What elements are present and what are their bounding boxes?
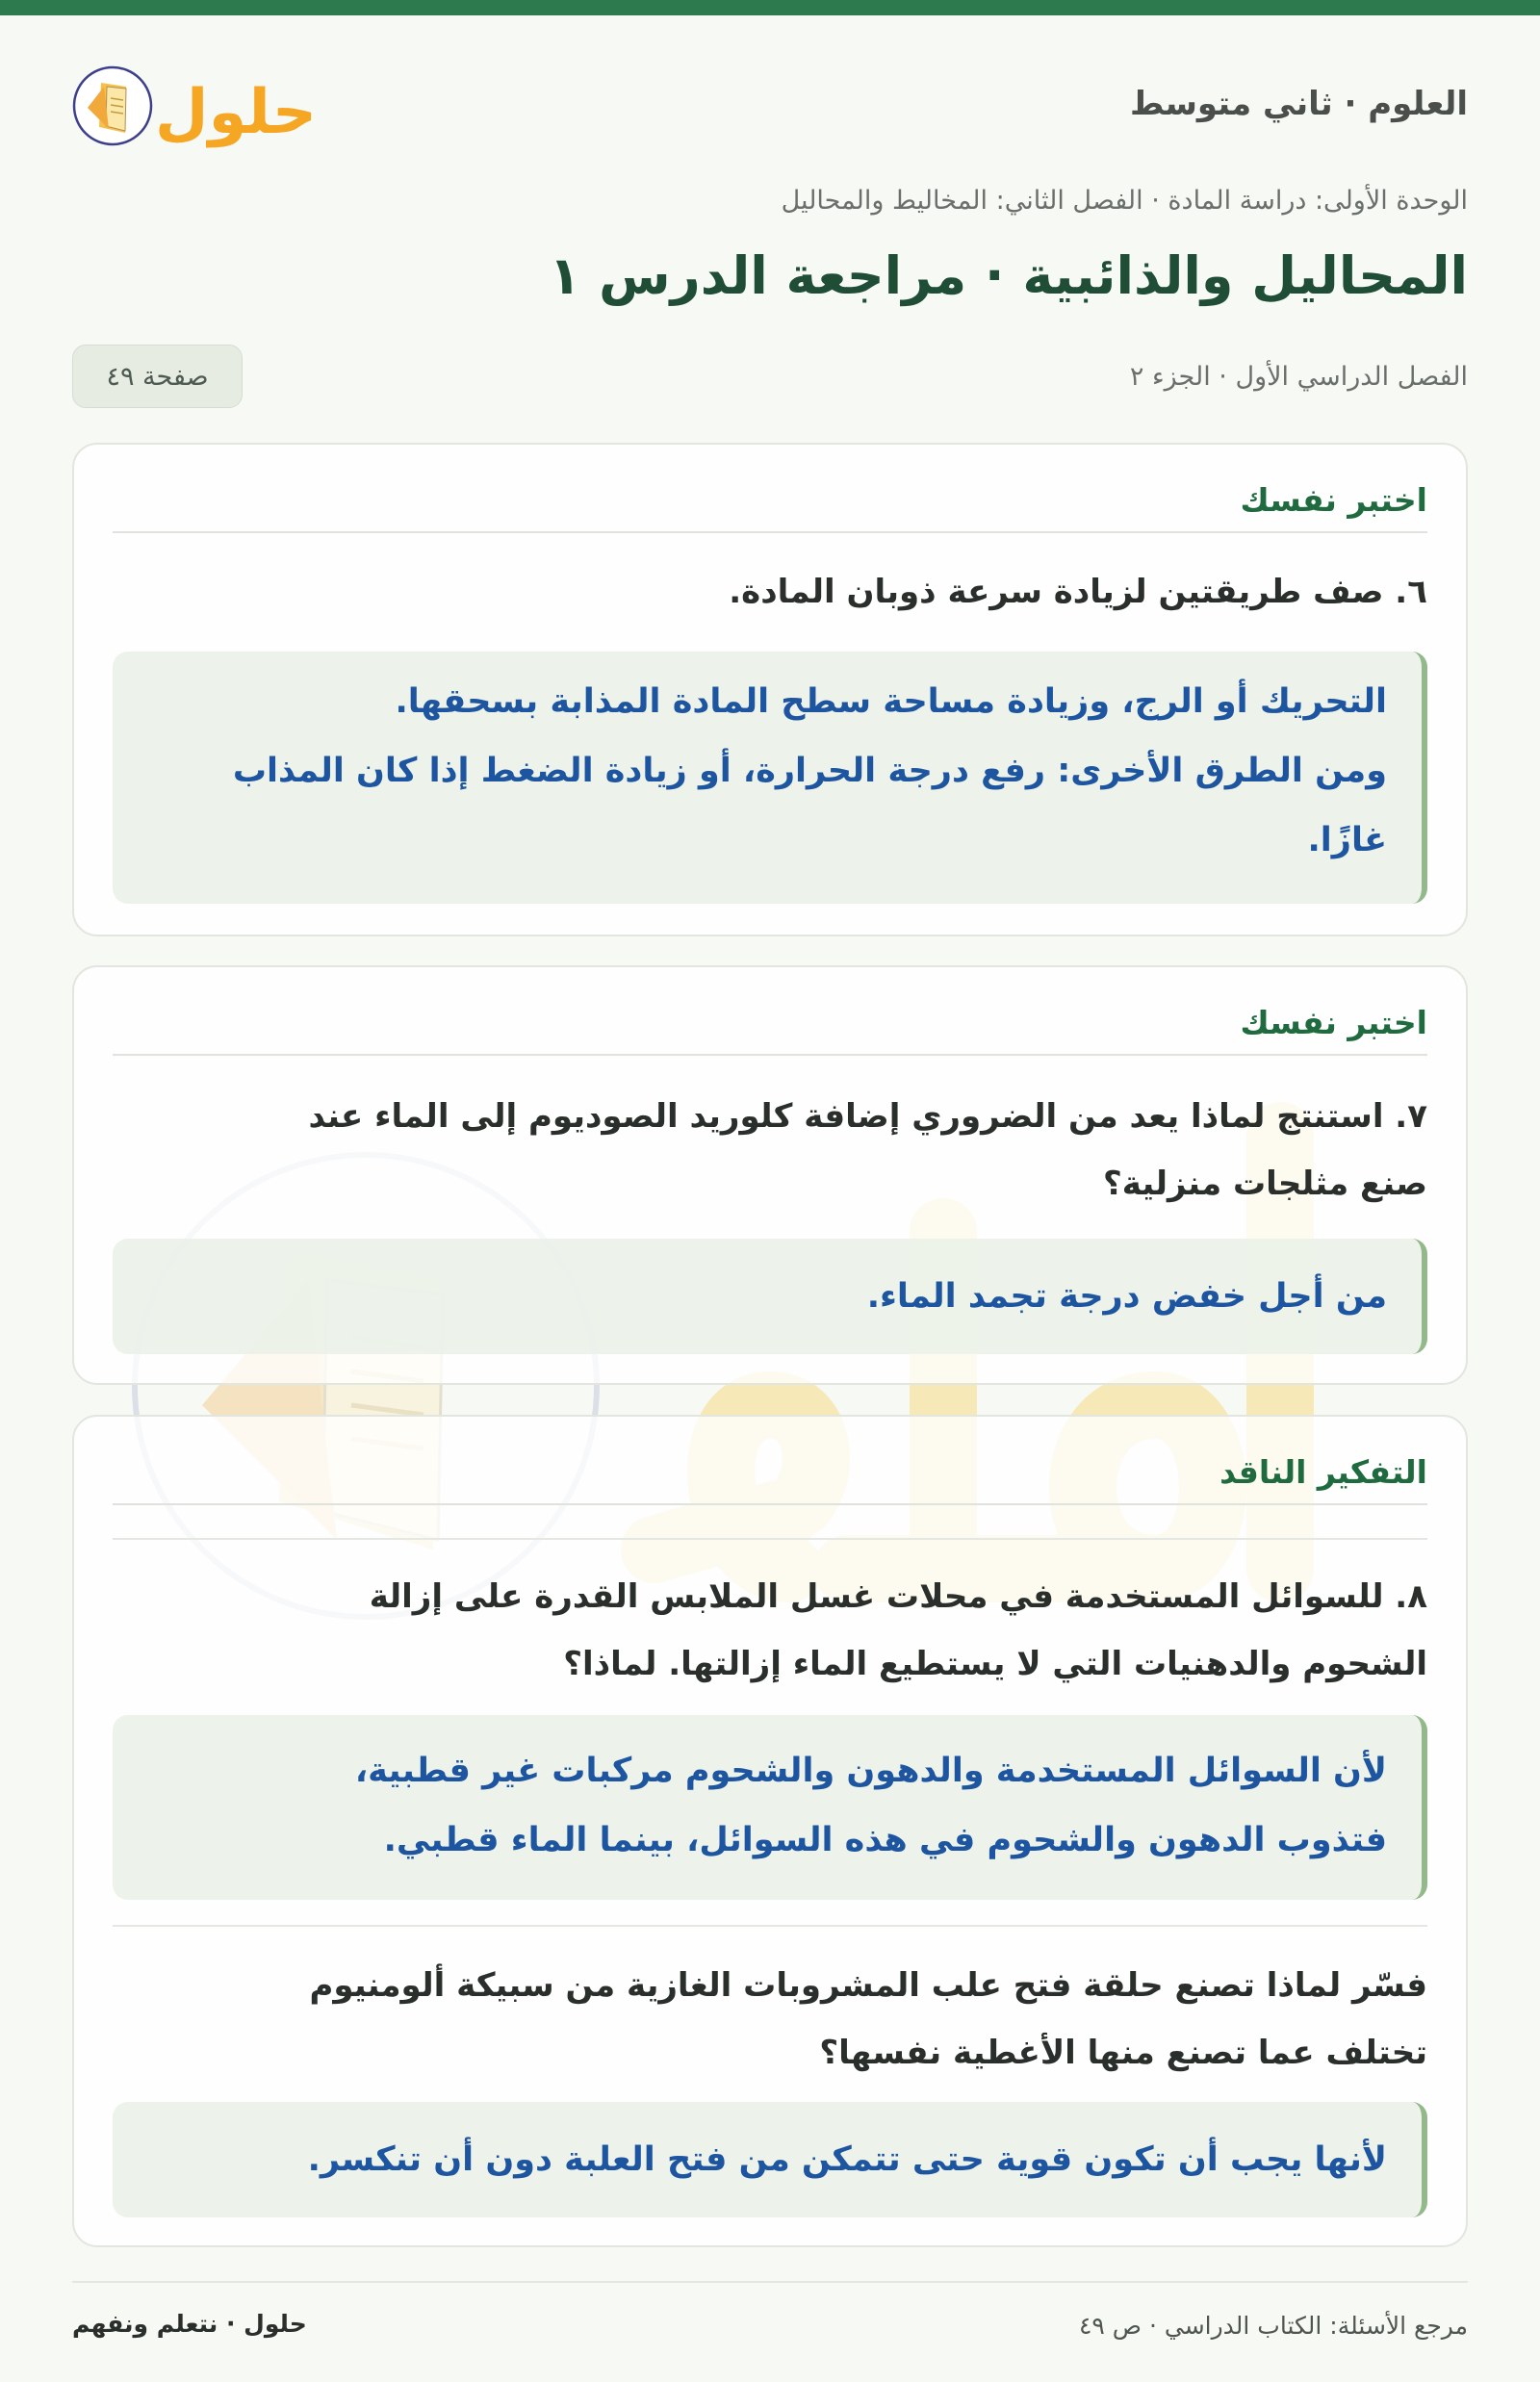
header bbox=[72, 58, 1468, 154]
question-line: ٧. استنتج لماذا يعد من الضروري إضافة كلوريد الصوديوم إلى الماء عند bbox=[308, 1097, 1427, 1136]
footer-reference: مرجع الأسئلة: الكتاب الدراسي · ص ٤٩ bbox=[1078, 2312, 1468, 2340]
answer-line: لأنها يجب أن تكون قوية حتى تتمكن من فتح العلبة دون أن تنكسر. bbox=[307, 2140, 1387, 2179]
answer-line: لأن السوائل المستخدمة والدهون والشحوم مركبات غير قطبية، bbox=[354, 1752, 1387, 1790]
critical-thinking-card bbox=[72, 1415, 1468, 2247]
answer-box bbox=[113, 1715, 1427, 1900]
section-title: التفكير الناقد bbox=[1219, 1453, 1427, 1491]
logo-text: حلول bbox=[155, 77, 317, 148]
card-header bbox=[113, 1417, 1427, 1505]
question-line: ٨. للسوائل المستخدمة في محلات غسل الملابس القدرة على إزالة bbox=[369, 1577, 1427, 1616]
question-line: تختلف عما تصنع منها الأغطية نفسها؟ bbox=[819, 2034, 1427, 2072]
breadcrumb: الوحدة الأولى: دراسة المادة · الفصل الثاني: المخاليط والمحاليل bbox=[781, 186, 1468, 216]
subject-label: العلوم · ثاني متوسط bbox=[1130, 85, 1468, 123]
answer-line: فتذوب الدهون والشحوم في هذه السوائل، بينما الماء قطبي. bbox=[383, 1821, 1387, 1859]
footer-brand: حلول · نتعلم ونفهم bbox=[72, 2310, 307, 2338]
halool-logo[interactable] bbox=[72, 58, 322, 154]
section-title: اختبر نفسك bbox=[1240, 1004, 1427, 1041]
card-header bbox=[113, 445, 1427, 533]
question-card-7 bbox=[72, 965, 1468, 1385]
answer-line: ومن الطرق الأخرى: رفع درجة الحرارة، أو زيادة الضغط إذا كان المذاب bbox=[232, 752, 1387, 790]
question-line: الشحوم والدهنيات التي لا يستطيع الماء إزالتها. لماذا؟ bbox=[563, 1645, 1427, 1683]
page-title: المحاليل والذائبية · مراجعة الدرس ١ bbox=[549, 245, 1468, 306]
question-card-6 bbox=[72, 443, 1468, 936]
section-title: اختبر نفسك bbox=[1240, 481, 1427, 519]
question-line: فسّر لماذا تصنع حلقة فتح علب المشروبات الغازية من سبيكة ألومنيوم bbox=[309, 1966, 1427, 2005]
question-text bbox=[113, 1563, 1427, 1698]
card-header bbox=[113, 967, 1427, 1056]
top-accent-bar bbox=[0, 0, 1540, 15]
footer-divider bbox=[72, 2281, 1468, 2283]
term-label: الفصل الدراسي الأول · الجزء ٢ bbox=[1129, 362, 1468, 392]
answer-line: التحريك أو الرج، وزيادة مساحة سطح المادة المذابة بسحقها. bbox=[395, 682, 1387, 721]
answer-box bbox=[113, 1239, 1427, 1354]
divider bbox=[113, 1538, 1427, 1540]
answer-line: غازًا. bbox=[1307, 821, 1387, 859]
divider bbox=[113, 1925, 1427, 1927]
answer-box bbox=[113, 2102, 1427, 2217]
answer-box bbox=[113, 652, 1427, 904]
answer-line: من أجل خفض درجة تجمد الماء. bbox=[866, 1277, 1387, 1316]
question-text bbox=[113, 1952, 1427, 2087]
page-number-badge: صفحة ٤٩ bbox=[72, 345, 243, 408]
question-text bbox=[113, 1083, 1427, 1217]
question-text: ٦. صف طريقتين لزيادة سرعة ذوبان المادة. bbox=[729, 573, 1427, 611]
question-line: صنع مثلجات منزلية؟ bbox=[1103, 1165, 1427, 1203]
